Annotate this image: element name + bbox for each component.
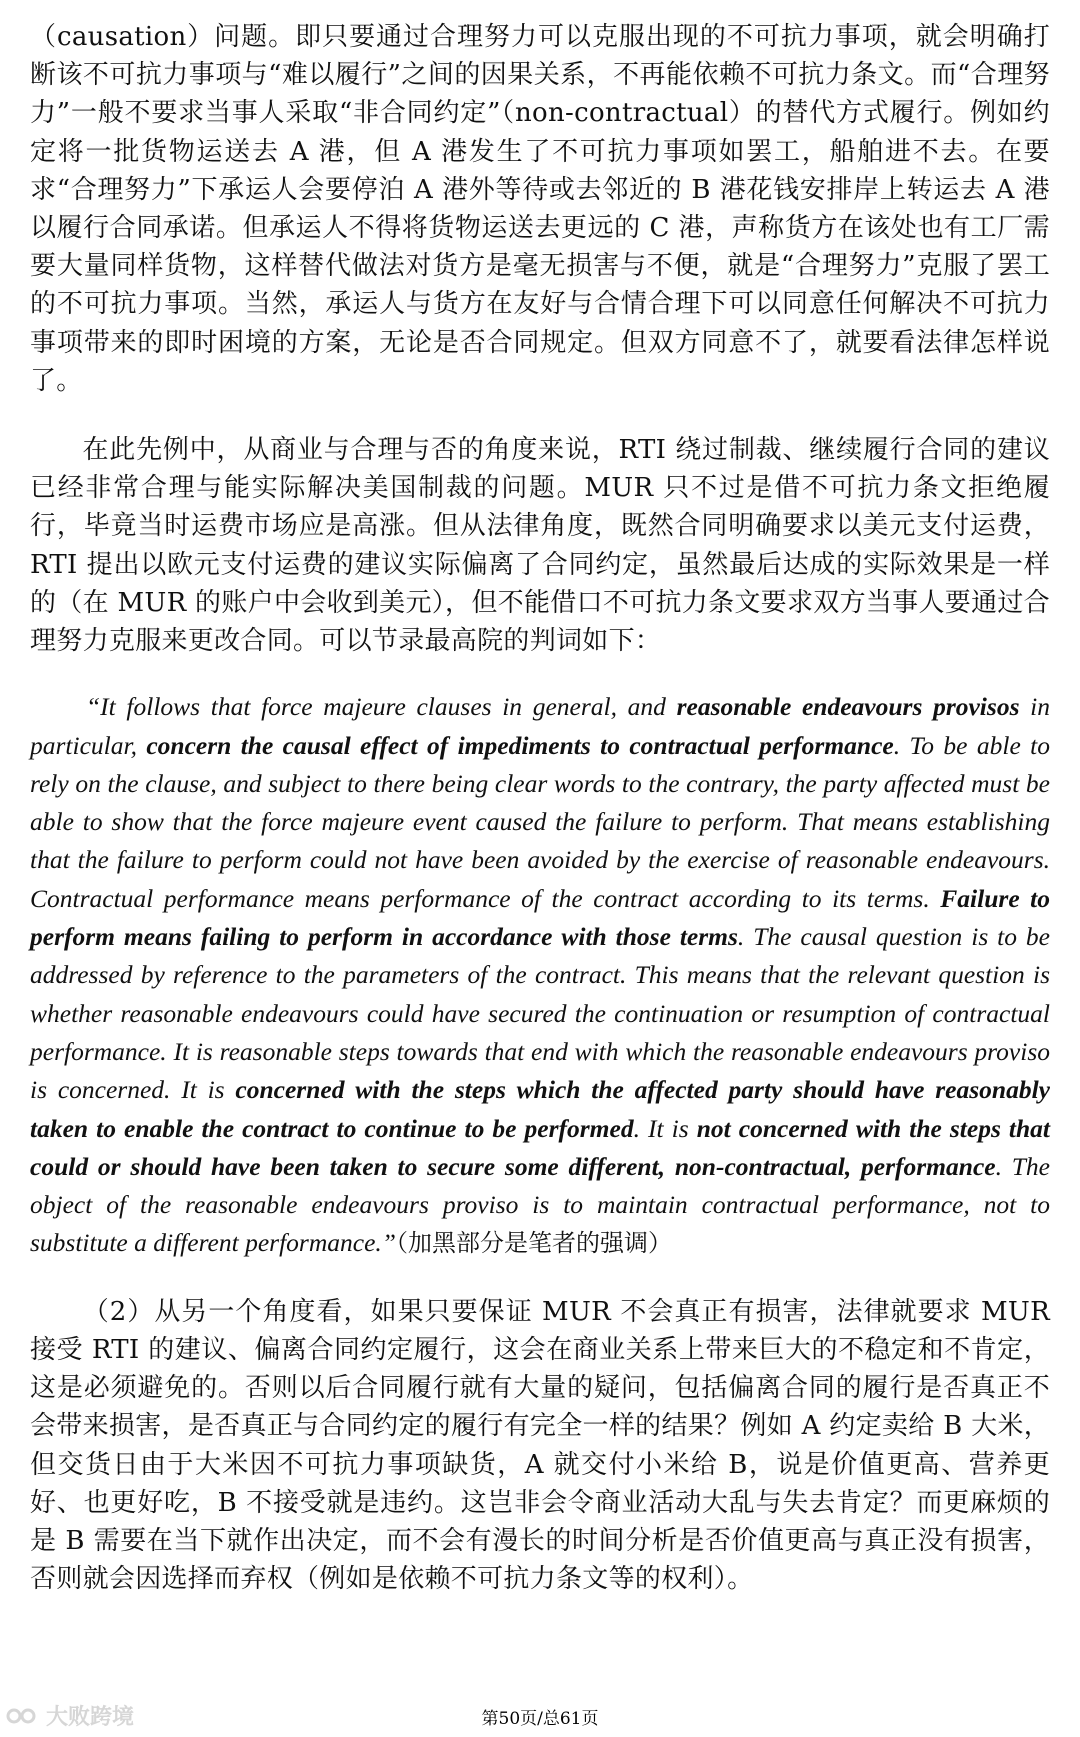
quote-emphasis: reasonable endeavours provisos xyxy=(676,692,1020,722)
paragraph-causation: （causation）问题。即只要通过合理努力可以克服出现的不可抗力事项，就会明确打断该不可抗力事项与“难以履行”之间的因果关系，不再能依赖不可抗力条文。而“合理努力”一般不要求当事人采取“非合同约定”（non-contractual）的替代方式履行。例如约定将一批货物运送去 A 港，但 A 港发生了不可抗力事项如罢工，船舶进不去。在要求“合理努力”下承运人会要停泊 A 港外等待或去邻近的 B 港花钱安排岸上转运去 A 港以履行合同承诺。但承运人不得将货物运送去更远的 C 港，声称货方在该处也有工厂需要大量同样货物，这样替代做法对货方是毫无损害与不便，就是“合理努力”克服了罢工的不可抗力事项。当然，承运人与货方在友好与合情合理下可以同意任何解决不可抗力事项带来的即时困境的方案，无论是否合同规定。但双方同意不了，就要看法律怎样说了。 xyxy=(30,22,1050,396)
document-page xyxy=(30,18,1050,1598)
court-judgment-quote xyxy=(30,688,1050,1262)
quote-text: . The object of the reasonable endeavours proviso is to maintain contractual performance, not to substitute a different performance.” xyxy=(30,1151,1050,1258)
page-number: 第50页/总61页 xyxy=(481,1709,599,1729)
quote-text: in particular, xyxy=(30,692,1050,760)
paragraph-precedent-text: 在此先例中，从商业与合理与否的角度来说，RTI 绕过制裁、继续履行合同的建议已经非常合理与能实际解决美国制裁的问题。MUR 只不过是借不可抗力条文拒绝履行，毕竟当时运费市场应是高涨。但从法律角度，既然合同明确要求以美元支付运费，RTI 提出以欧元支付运费的建议实际偏离了合同约定，虽然最后达成的实际效果是一样的（在 MUR 的账户中会收到美元），但不能借口不可抗力条文要求双方当事人要通过合理努力克服来更改合同。可以节录最高院的判词如下： xyxy=(30,435,1050,657)
paragraph-point-2-text: （2）从另一个角度看，如果只要保证 MUR 不会真正有损害，法律就要求 MUR 接受 RTI 的建议、偏离合同约定履行，这会在商业关系上带来巨大的不稳定和不肯定，这是必须避免的。否则以后合同履行就有大量的疑问，包括偏离合同的履行是否真正不会带来损害，是否真正与合同约定的履行有完全一样的结果？例如 A 约定卖给 B 大米，但交货日由于大米因不可抗力事项缺货，A 就交付小米给 B，说是价值更高、营养更好、也更好吃，B 不接受就是违约。这岂非会令商业活动大乱与失去肯定？而更麻烦的是 B 需要在当下就作出决定，而不会有漫长的时间分析是否价值更高与真正没有损害，否则就会因选择而弃权（例如是依赖不可抗力条文等的权利）。 xyxy=(30,1296,1050,1595)
watermark-text: 大败跨境 xyxy=(46,1705,135,1730)
quote-emphasis: concern the causal effect of impediments to contractual performance xyxy=(146,730,894,760)
quote-text: “It follows that force majeure clauses in general, and xyxy=(86,692,677,722)
quote-emphasis: not concerned with the steps that could or should have been taken to secure some different, non-contractual, performance xyxy=(30,1113,1051,1181)
quote-text: . It is xyxy=(633,1113,697,1143)
quote-emphasis: concerned with the steps which the affected party should have reasonably taken to enable the contract to continue to be performed xyxy=(30,1075,1050,1143)
quote-text: . The causal question is to be addressed by reference to the parameters of the contract. This means that the relevant question is whether reasonable endeavours could have secured the continuation or resumption of contractual performance. It is reasonable steps towards that end with which the reasonable endeavours proviso is concerned. It is xyxy=(30,922,1050,1105)
quote-emphasis: Failure to perform means failing to perform in accordance with those terms xyxy=(30,883,1051,952)
quote-text: . To be able to rely on the clause, and subject to there being clear words to the contrary, the party affected must be able to show that the force majeure event caused the failure to perform. That means establishing that the failure to perform could not have been avoided by the exercise of reasonable endeavours. Contractual performance means performance of the contract according to its terms. xyxy=(30,730,1050,913)
paragraph-precedent xyxy=(30,431,1050,660)
author-emphasis-note: （加黑部分是笔者的强调） xyxy=(395,1229,672,1258)
paragraph-point-2 xyxy=(30,1293,1050,1599)
